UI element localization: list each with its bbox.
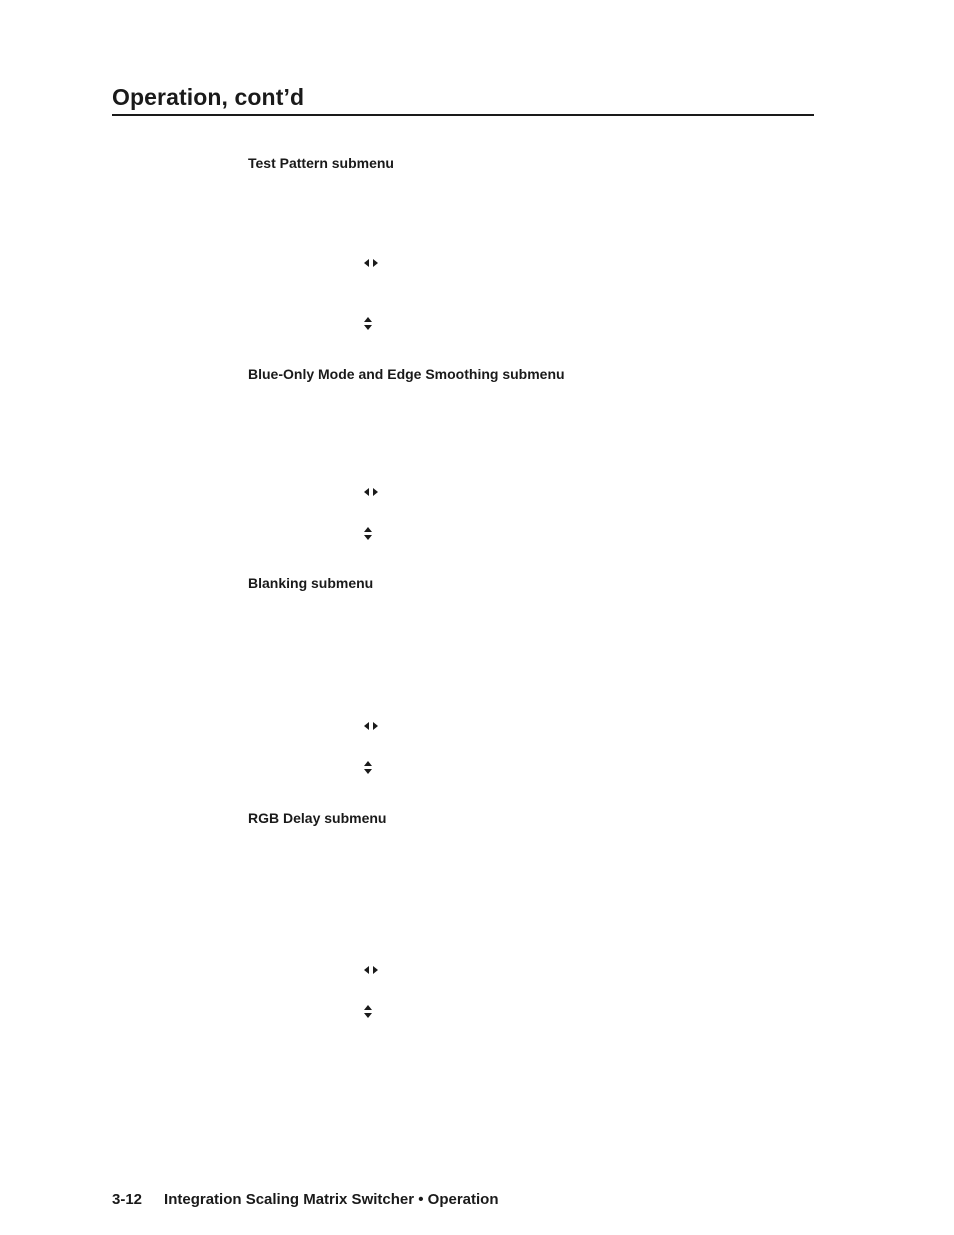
section-heading-blanking: Blanking submenu	[248, 575, 374, 591]
up-down-arrows-icon	[364, 317, 372, 330]
left-right-arrows-icon	[364, 488, 378, 496]
title-rule	[112, 114, 814, 116]
page-number: 3-12	[112, 1191, 143, 1208]
up-down-arrows-icon	[364, 761, 372, 774]
page-footer	[112, 1190, 499, 1210]
section-heading-test-pattern: Test Pattern submenu	[248, 155, 394, 171]
left-right-arrows-icon	[364, 259, 378, 267]
footer-document-title: Integration Scaling Matrix Switcher • Operation	[164, 1191, 499, 1208]
up-down-arrows-icon	[364, 1005, 372, 1018]
page-title: Operation, cont’d	[112, 84, 305, 110]
left-right-arrows-icon	[364, 966, 378, 974]
section-heading-rgb-delay: RGB Delay submenu	[248, 810, 387, 826]
up-down-arrows-icon	[364, 527, 372, 540]
left-right-arrows-icon	[364, 722, 378, 730]
section-heading-blue-only-edge-smoothing: Blue-Only Mode and Edge Smoothing submenu	[248, 366, 565, 382]
